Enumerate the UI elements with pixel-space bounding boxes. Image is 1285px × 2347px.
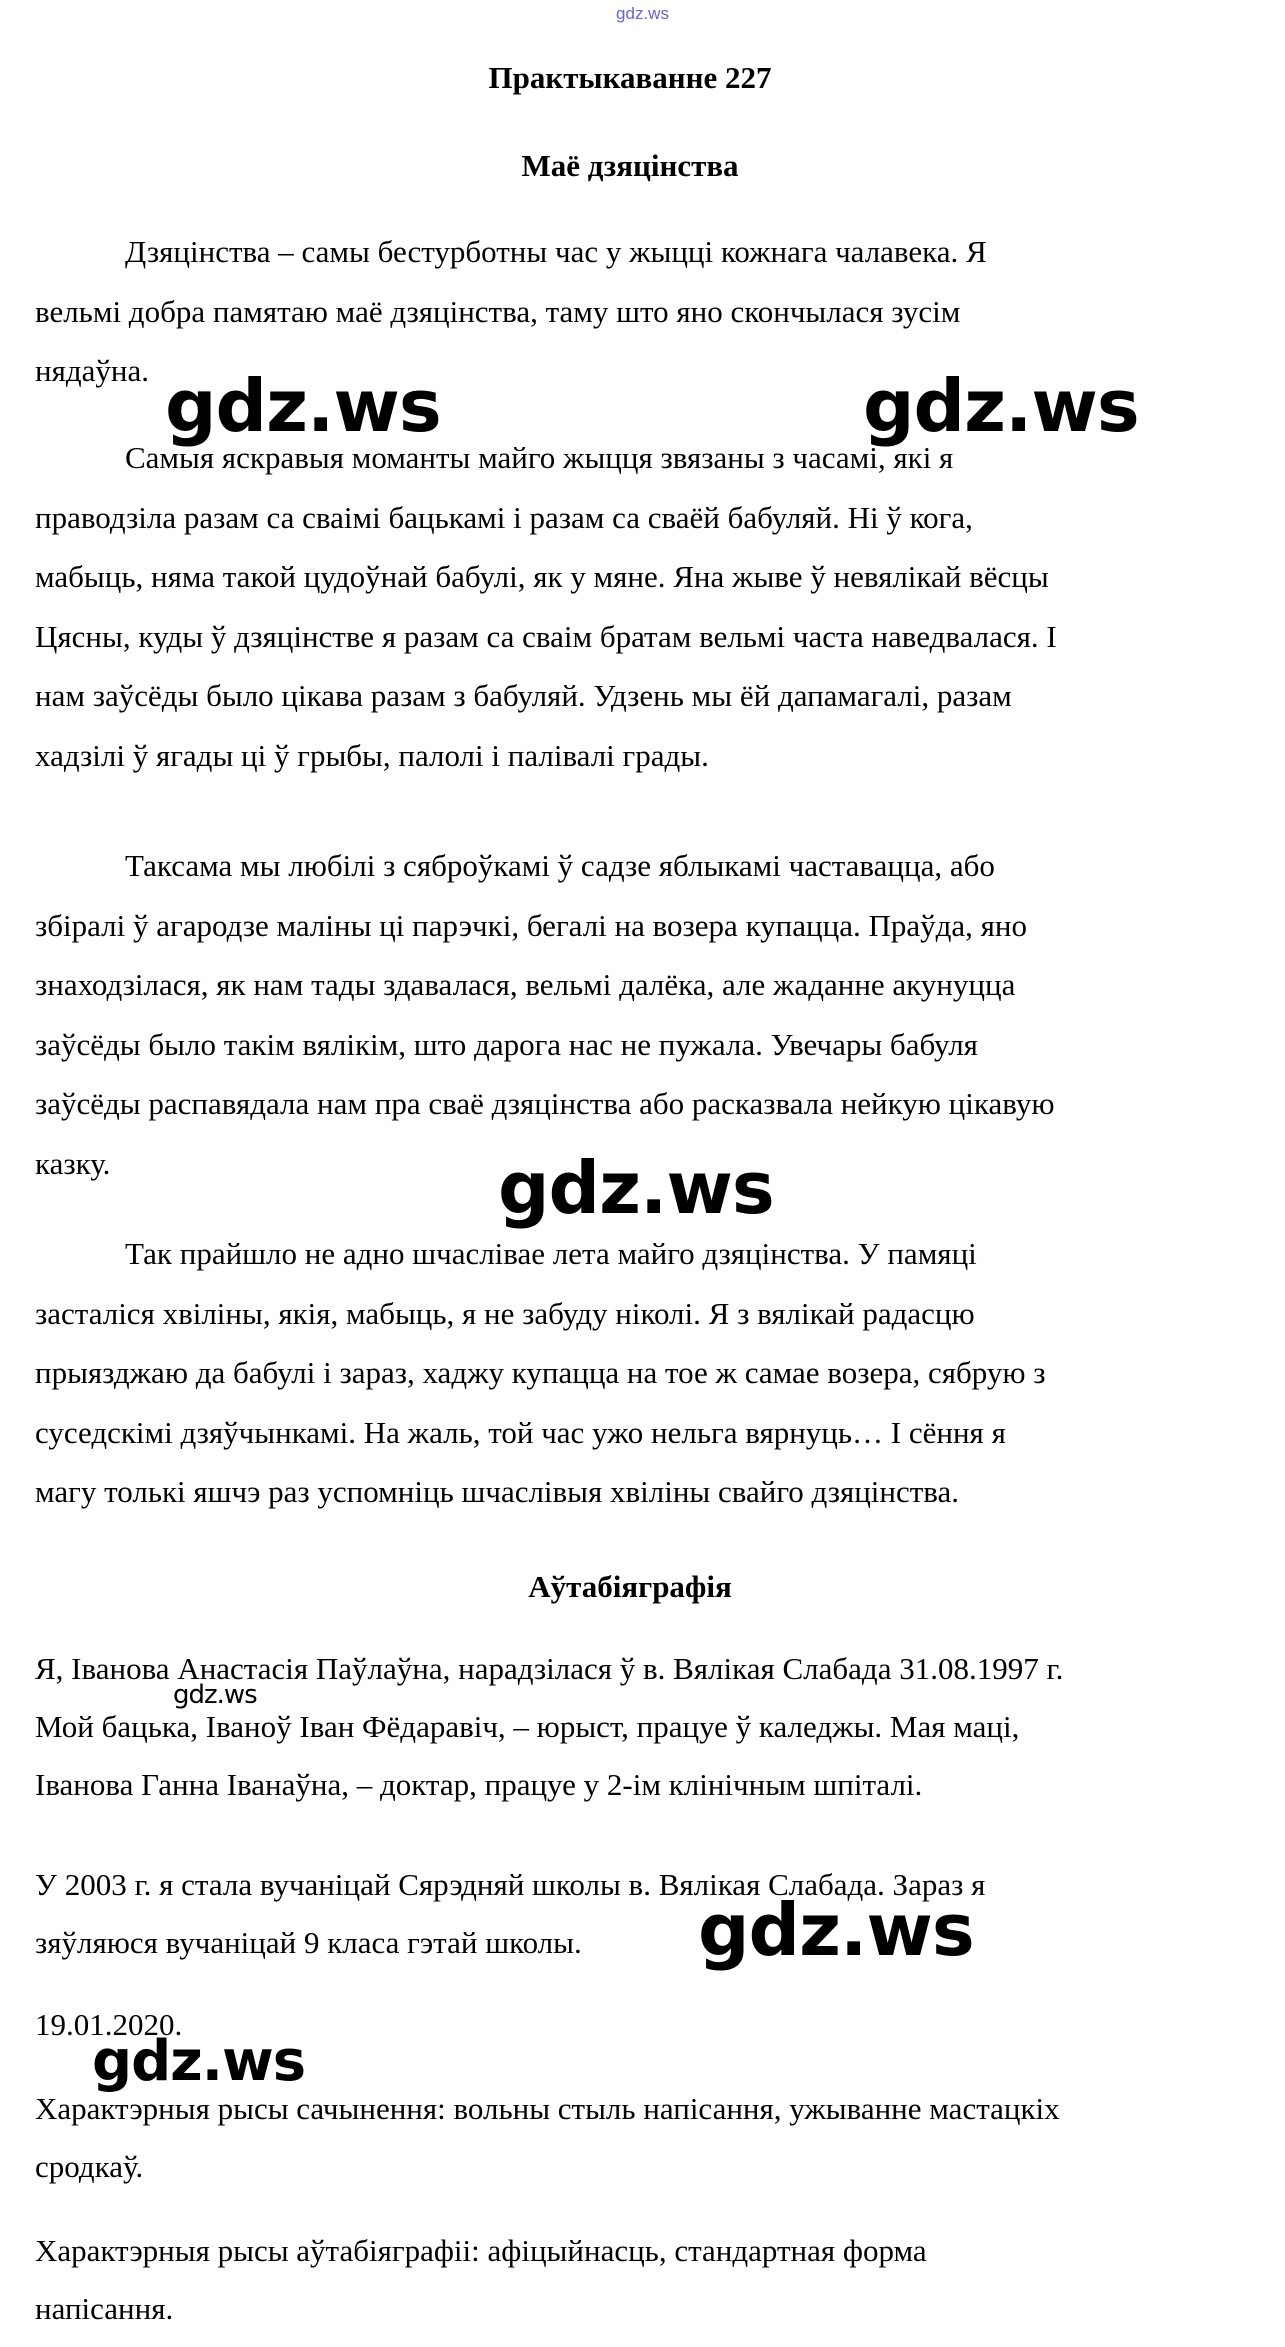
text-line: Таксама мы любілі з сяброўкамі ў садзе яблыкамі частавацца, або — [125, 848, 995, 883]
text-line: магу толькі яшчэ раз успомніць шчаслівыя хвіліны свайго дзяцінства. — [35, 1474, 960, 1509]
text-line: сродкаў. — [35, 2149, 144, 2184]
text-line: Самыя яскравыя моманты майго жыцця звязаны з часамі, які я — [125, 440, 954, 475]
autobiography-paragraph-1 — [35, 1640, 1250, 1814]
essay-heading: Маё дзяцінства — [521, 148, 739, 183]
watermark: gdz.ws — [863, 364, 1139, 448]
text-line: Так прайшло не адно шчаслівае лета майго дзяцінства. У памяці — [125, 1236, 977, 1271]
text-line: праводзіла разам са сваімі бацькамі і разам са сваёй бабуляй. Ні ў кога, — [35, 499, 973, 535]
site-label[interactable]: gdz.ws — [616, 4, 669, 23]
text-line: Я, Іванова Анастасія Паўлаўна, нарадзілася ў в. Вялікая Слабада 31.08.1997 г. — [35, 1651, 1064, 1686]
text-line: У 2003 г. я стала вучаніцай Сярэдняй школы в. Вялікая Слабада. Зараз я — [35, 1867, 986, 1902]
text-line: нядаўна. — [35, 353, 149, 388]
text-line: Характэрныя рысы аўтабіяграфіі: афіцыйнасць, стандартная форма — [35, 2233, 927, 2268]
autobiography-heading: Аўтабіяграфія — [528, 1569, 732, 1604]
watermark: gdz.ws — [498, 1146, 774, 1230]
text-line: хадзілі ў ягады ці ў грыбы, палолі і палівалі грады. — [35, 737, 709, 773]
watermark: gdz.ws — [165, 364, 441, 448]
text-line: Характэрныя рысы сачынення: вольны стыль напісання, ужыванне мастацкіх — [35, 2091, 1060, 2126]
text-line: Іванова Ганна Іванаўна, – доктар, працуе у 2-ім клінічным шпіталі. — [35, 1767, 923, 1802]
text-line: прыязджаю да бабулі і зараз, хаджу купацца на тое ж самае возера, сябрую з — [35, 1355, 1046, 1390]
text-line: зяўляюся вучаніцай 9 класа гэтай школы. — [35, 1925, 582, 1960]
text-line: 19.01.2020. — [35, 2007, 183, 2042]
autobiography-paragraph-2 — [35, 1856, 1250, 1972]
essay-paragraph-3 — [35, 836, 1250, 1193]
watermark: gdz.ws — [698, 1888, 974, 1972]
text-line: засталіся хвіліны, якія, мабыць, я не забуду ніколі. Я з вялікай радасцю — [35, 1295, 975, 1331]
text-line: заўсёды распавядала нам пра сваё дзяцінства або расказвала нейкую цікавую — [35, 1086, 1055, 1121]
text-line: Цясны, куды ў дзяцінстве я разам са сваім братам вельмі часта наведвалася. І — [35, 618, 1057, 654]
text-line: Мой бацька, Іваноў Іван Фёдаравіч, – юрыст, працуе ў каледжы. Мая маці, — [35, 1709, 1020, 1744]
page-title: Практыкаванне 227 — [488, 60, 772, 95]
text-line: нам заўсёды было цікава разам з бабуляй. Удзень мы ёй дапамагалі, разам — [35, 678, 1012, 713]
text-line: суседскімі дзяўчынкамі. На жаль, той час ужо нельга вярнуць… І сёння я — [35, 1414, 1006, 1450]
text-line: заўсёды было такім вялікім, што дарога нас не пужала. Увечары бабуля — [35, 1026, 978, 1062]
text-line: напісання. — [35, 2291, 174, 2326]
text-line: збіралі ў агародзе маліны ці парэчкі, бегалі на возера купацца. Праўда, яно — [35, 907, 1027, 943]
text-line: знаходзілася, як нам тады здавалася, вельмі далёка, але жаданне акунуцца — [35, 967, 1016, 1002]
text-line: Дзяцінства – самы бестурботны час у жыцці кожнага чалавека. Я — [125, 234, 987, 269]
watermark: gdz.ws — [173, 1680, 257, 1710]
text-line: мабыць, няма такой цудоўнай бабулі, як у мяне. Яна жыве ў невялікай вёсцы — [35, 559, 1049, 594]
essay-paragraph-2 — [35, 428, 1250, 785]
watermark: gdz.ws — [92, 2029, 306, 2094]
note-autobiography-features — [35, 2222, 1250, 2338]
essay-paragraph-4 — [35, 1224, 1250, 1522]
text-line: казку. — [35, 1145, 111, 1181]
note-essay-features — [35, 2080, 1250, 2196]
text-line: вельмі добра памятаю маё дзяцінства, таму што яно скончылася зусім — [35, 293, 961, 329]
